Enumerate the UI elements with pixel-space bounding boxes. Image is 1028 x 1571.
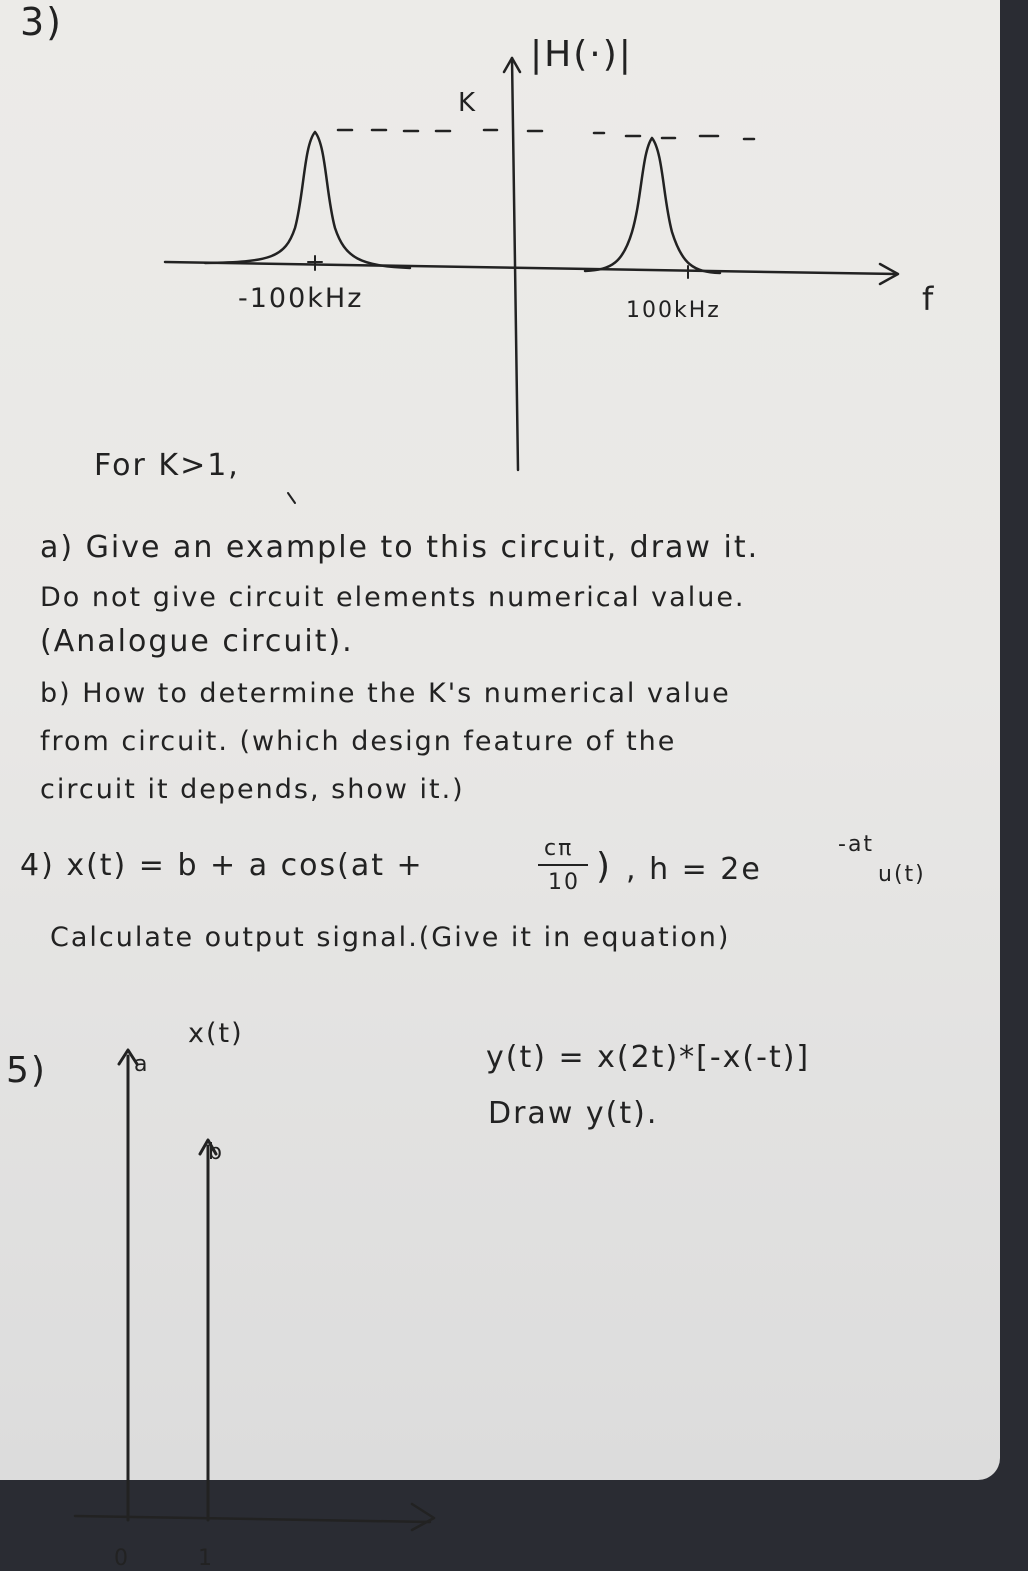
y-axis: [512, 58, 518, 470]
q5-tick-1: 1: [198, 1546, 214, 1571]
q5-tick-0: 0: [114, 1546, 130, 1571]
condition-text: For K>1,: [94, 448, 240, 483]
question-3-number: 3): [20, 0, 64, 44]
part-a-line-1: a) Give an example to this circuit, draw it.: [40, 530, 760, 565]
q5-impulse-b-label: b: [208, 1140, 224, 1165]
q4-prompt: Calculate output signal.(Give it in equation): [50, 922, 731, 953]
x-axis-label: f: [922, 280, 936, 318]
stray-mark: [288, 493, 295, 503]
q4-fraction-denominator: 10: [548, 870, 580, 895]
q5-x-axis-arrowhead: [412, 1504, 434, 1530]
impulse-plot: [75, 1050, 434, 1530]
part-a-line-3: (Analogue circuit).: [40, 624, 354, 659]
q5-plot-title: x(t): [188, 1018, 244, 1049]
q4-step-function: u(t): [878, 862, 926, 887]
question-5-number: 5): [6, 1050, 47, 1091]
part-a-line-2: Do not give circuit elements numerical value.: [40, 582, 746, 613]
pos-peak-curve: [585, 138, 720, 273]
q5-instruction: Draw y(t).: [488, 1096, 659, 1131]
neg-freq-label: -100kHz: [238, 283, 364, 314]
neg-tick: [308, 256, 322, 270]
q5-impulse-a-label: a: [134, 1052, 150, 1077]
k-level-dashes: [338, 130, 754, 139]
q4-fraction-bar: [538, 864, 588, 866]
bandpass-response-plot: [165, 58, 898, 503]
q4-impulse-response: , h = 2e: [626, 852, 762, 887]
k-label: K: [458, 88, 478, 118]
q4-equation-lhs: 4) x(t) = b + a cos(at +: [20, 848, 424, 883]
neg-peak-curve: [205, 132, 410, 268]
y-axis-label: |H(·)|: [530, 34, 633, 75]
part-b-line-2: from circuit. (which design feature of the: [40, 726, 677, 757]
part-b-line-3: circuit it depends, show it.): [40, 774, 465, 805]
q4-close-paren: ): [596, 846, 613, 887]
pos-freq-label: 100kHz: [626, 298, 721, 323]
q4-fraction-numerator: cπ: [544, 836, 574, 861]
q4-exponent: -at: [838, 832, 875, 857]
q5-equation: y(t) = x(2t)*[-x(-t)]: [486, 1040, 811, 1075]
x-axis: [165, 262, 895, 274]
part-b-line-1: b) How to determine the K's numerical value: [40, 678, 731, 709]
